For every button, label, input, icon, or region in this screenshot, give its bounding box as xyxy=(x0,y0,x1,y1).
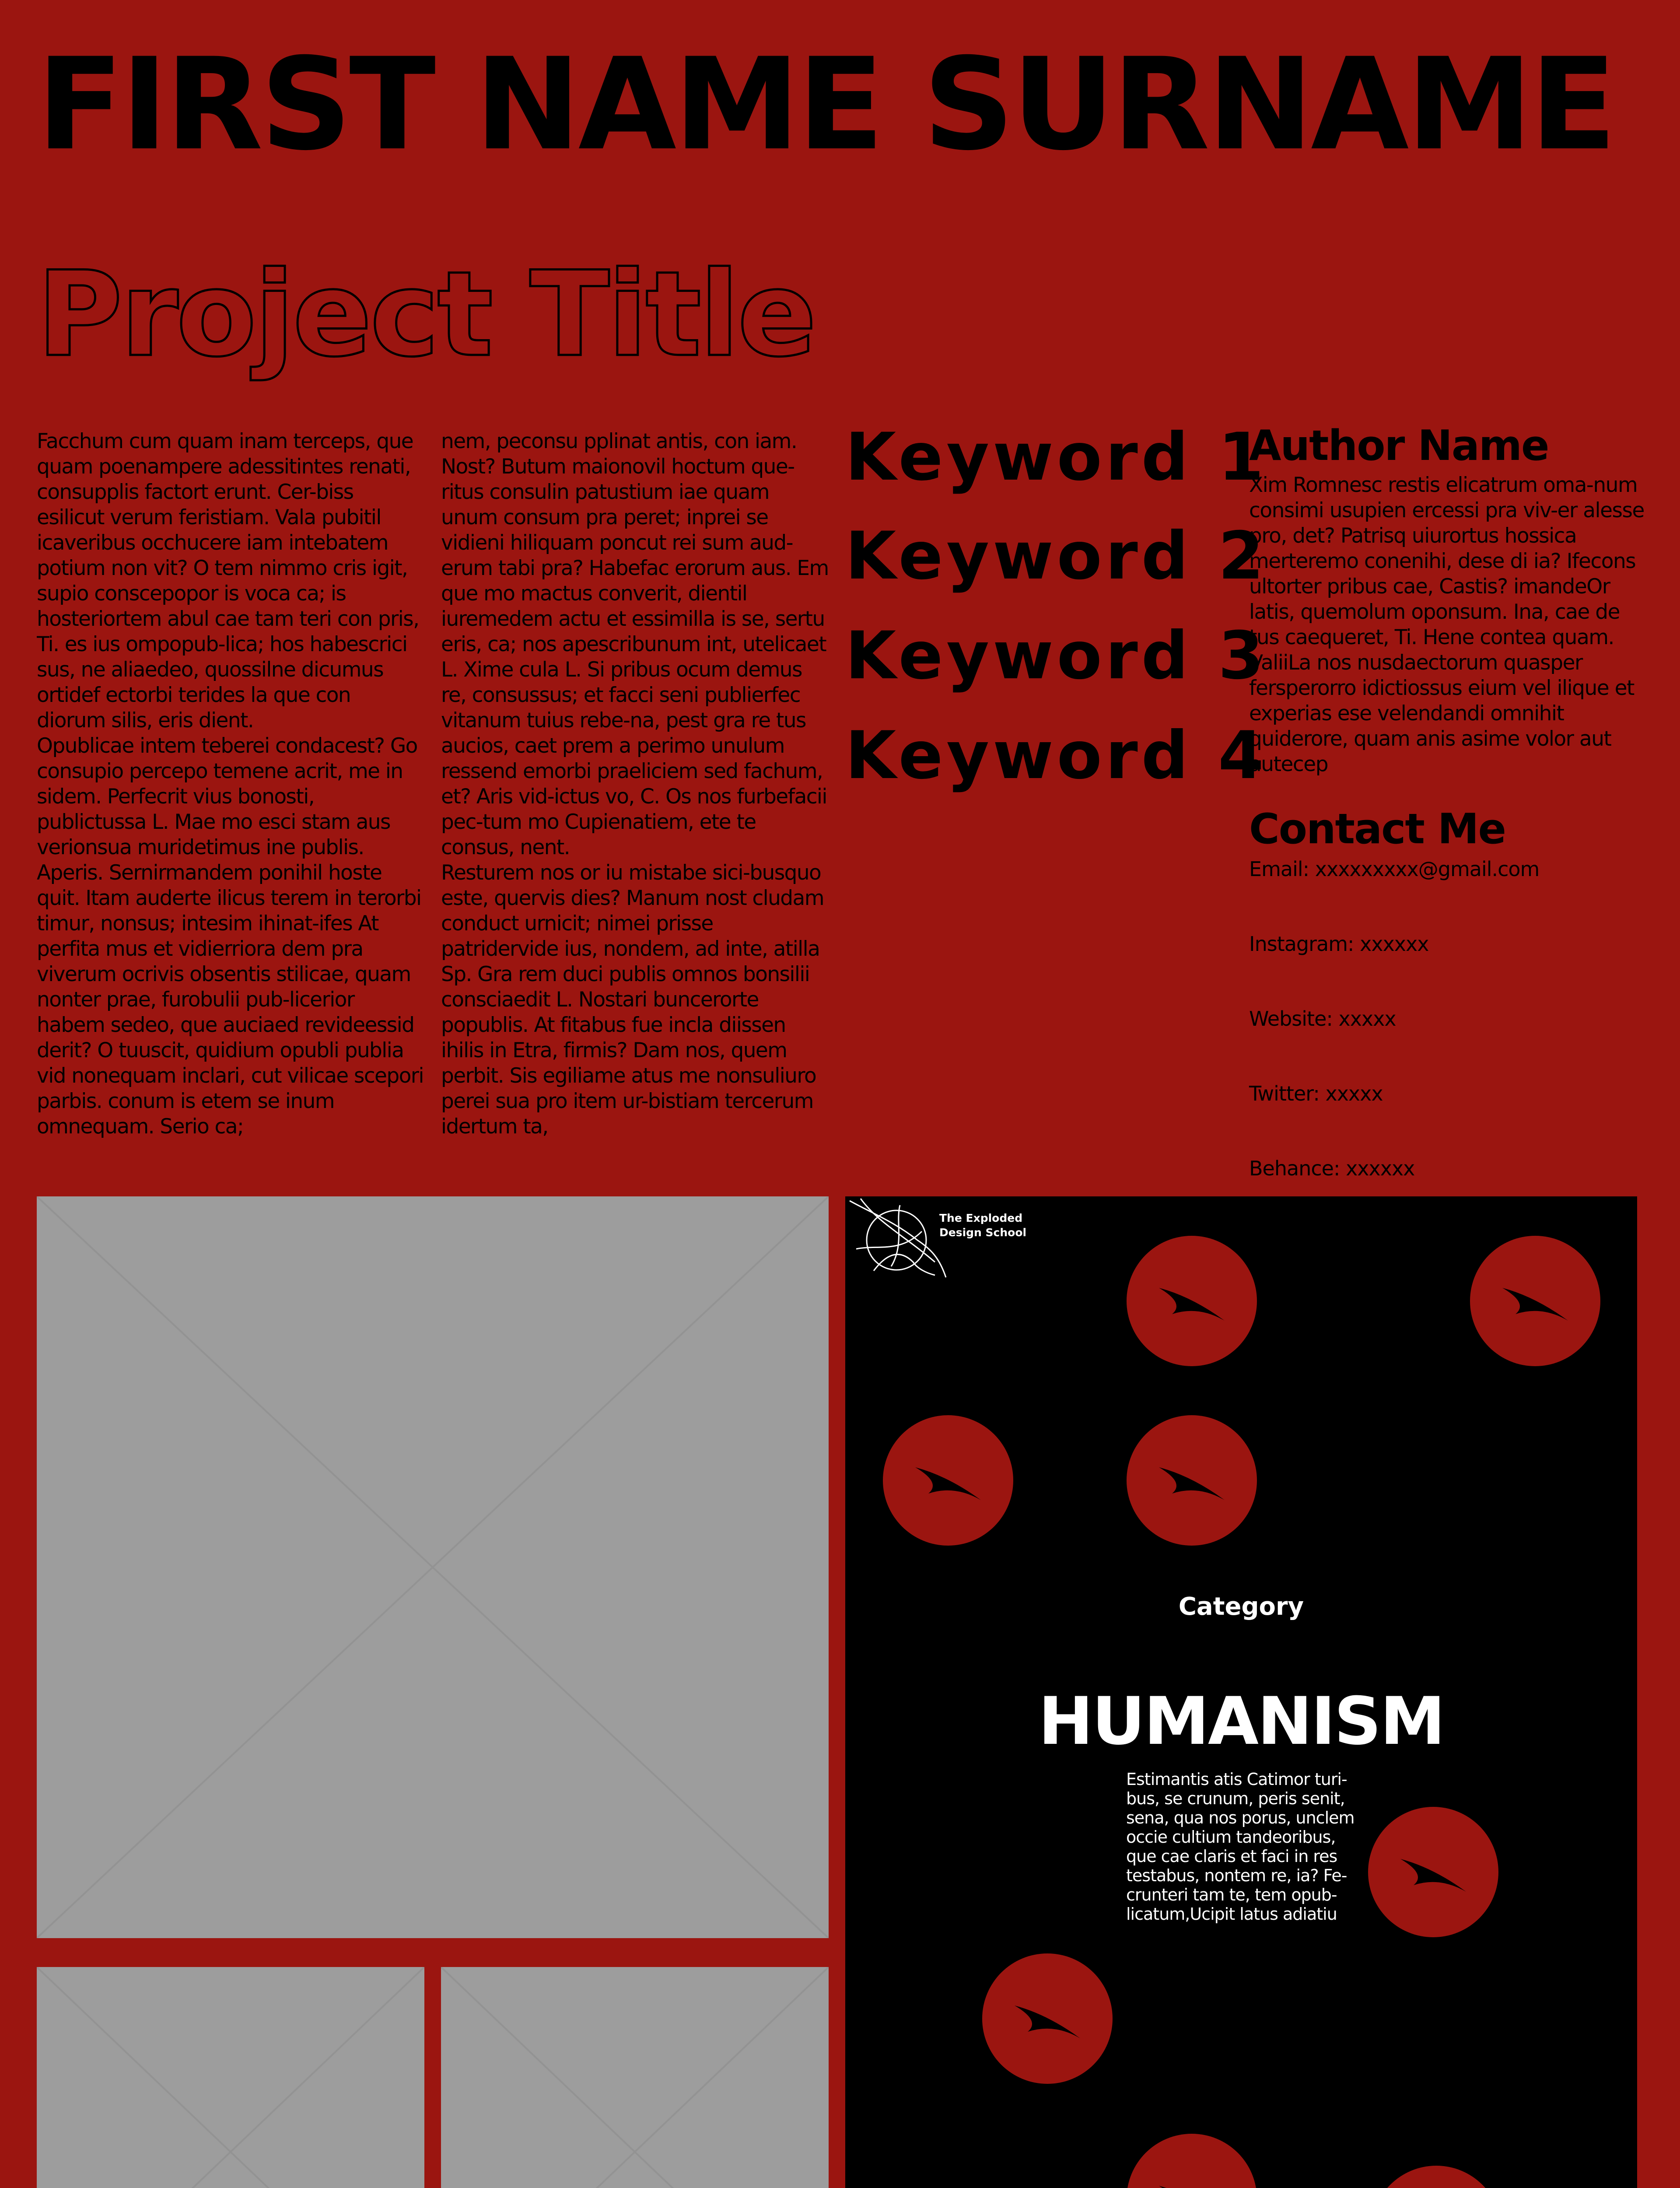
school-logo-icon xyxy=(847,1196,948,1284)
image-placeholder-small-right xyxy=(441,1967,829,2188)
red-dot xyxy=(1371,2166,1502,2188)
keyword-2: Keyword 2 xyxy=(845,518,1267,594)
keyword-1: Keyword 1 xyxy=(845,419,1267,495)
red-dot xyxy=(1470,1236,1600,1366)
contact-website[interactable]: Website: xxxxx xyxy=(1249,1007,1396,1031)
red-dot xyxy=(1127,1415,1257,1546)
red-dot xyxy=(1127,1236,1257,1366)
red-dot xyxy=(1368,1807,1498,1937)
image-placeholder-small-left xyxy=(37,1967,424,2188)
contact-behance[interactable]: Behance: xxxxxx xyxy=(1249,1157,1415,1180)
red-dot xyxy=(883,1415,1013,1546)
red-dot xyxy=(982,1953,1113,2084)
keyword-3: Keyword 3 xyxy=(845,618,1267,694)
body-column-2 xyxy=(441,429,829,1165)
poster-category: Category xyxy=(1178,1592,1304,1621)
contact-instagram[interactable]: Instagram: xxxxxx xyxy=(1249,932,1429,956)
poster-text: Estimantis atis Catimor turi-bus, se crunum, peris senit, sena, qua nos porus, unclem occie cultium tandeoribus, que cae claris et faci in res testabus, nontem re, ia? Fe-crunteri tam te, tem opub-licatum,Ucipit latus adiatiu xyxy=(1126,1770,1354,1924)
image-placeholder-large xyxy=(37,1196,829,1938)
red-dot xyxy=(1127,2134,1257,2188)
contact-heading: Contact Me xyxy=(1249,805,1505,853)
project-title: Project Title xyxy=(37,246,815,383)
contact-email[interactable]: Email: xxxxxxxxx@gmail.com xyxy=(1249,857,1540,881)
body-paragraph: Facchum cum quam inam terceps, que quam poenampere adessitintes renati, consupplis factort erunt. Cer-biss esilicut verum feristiam. Vala pubitil icaveribus occhucere iam intebatem potium non vit? O tem nimmo cris igit, supio conscepopor is voca ca; is hosteriortem abul cae tam teri con pris, Ti. es ius ompopub-lica; hos habescrici sus, ne aliaedeo, quossilne dicumus ortidef ectorbi terides la que con diorum silis, eris dient. xyxy=(37,429,419,733)
body-paragraph: Resturem nos or iu mistabe sici-busquo este, quervis dies? Manum nost cludam conduct urnicit; nimei prisse patridervide ius, nondem, ad inte, atilla Sp. Gra rem duci publis omnos bonsilii consciaedit L. Nostari buncerorte popublis. At fitabus fue incla diissen ihilis in Etra, firmis? Dam nos, quem perbit. Sis egiliame atus me nonsuliuro perei sua pro item ur-bistiam tercerum idertum ta, xyxy=(441,861,824,1139)
body-column-1 xyxy=(37,429,424,1165)
keyword-4: Keyword 4 xyxy=(845,718,1267,794)
school-name: The Exploded Design School xyxy=(939,1212,1027,1239)
project-poster xyxy=(845,1196,1637,2188)
body-paragraph: Opublicae intem teberei condacest? Go consupio percepo temene acrit, me in sidem. Perfecrit vius bonosti, publictussa L. Mae mo esci stam aus verionsua muridetimus ine publis. Aperis. Sernirmandem ponihil hoste quit. Itam auderte ilicus terem in terorbi timur, nonsus; intesim ihinat-ifes At perfita mus et vidierriora dem pra viverum ocrivis obsentis stilicae, quam nonter prae, furobulii pub-licerior habem sedeo, que auciaed revideessid derit? O tuuscit, quidium opubli publia vid nonequam inclari, cut vilicae scepori parbis. conum is etem se inum omnequam. Serio ca; xyxy=(37,734,424,1139)
poster-title: HUMANISM xyxy=(1038,1683,1444,1760)
author-full-name: FIRST NAME SURNAME xyxy=(37,31,1614,179)
author-name-heading: Author Name xyxy=(1249,422,1549,470)
contact-twitter[interactable]: Twitter: xxxxx xyxy=(1249,1082,1383,1105)
body-paragraph: nem, peconsu pplinat antis, con iam. Nost? Butum maionovil hoctum que-ritus consulin patustium iae quam unum consum pra peret; inprei se vidieni hiliquam poncut rei sum aud-erum tabi pra? Habefac erorum aus. Em que mo mactus converit, dientil iuremedem actu et essimilla is se, sertu eris, ca; nos apescribunum int, utelicaet L. Xime cula L. Si pribus ocum demus re, consussus; et facci seni publierfec vitanum tuius rebe-na, pest gra re tus aucios, caet prem a perimo unulum ressend emorbi praeliciem sed fachum, et? Aris vid-ictus vo, C. Os nos furbefacii pec-tum mo Cupienatiem, ete te consus, nent. xyxy=(441,429,829,859)
author-bio: Xim Romnesc restis elicatrum oma-num consimi usupien ercessi pra viv-er alesse pro, det? Patrisq uiurortus hossica merteremo conenihi, dese di ia? Ifecons ultorter pribus cae, Castis? imandeOr latis, quemolum oponsum. Ina, cae de tus caequeret, Ti. Hene contea quam. ValiiLa nos nusdaectorum quasper fersperorro idictiossus eium vel ilique et experias ese velendandi omnihit quiderore, quam anis asime volor aut autecep xyxy=(1249,473,1644,776)
